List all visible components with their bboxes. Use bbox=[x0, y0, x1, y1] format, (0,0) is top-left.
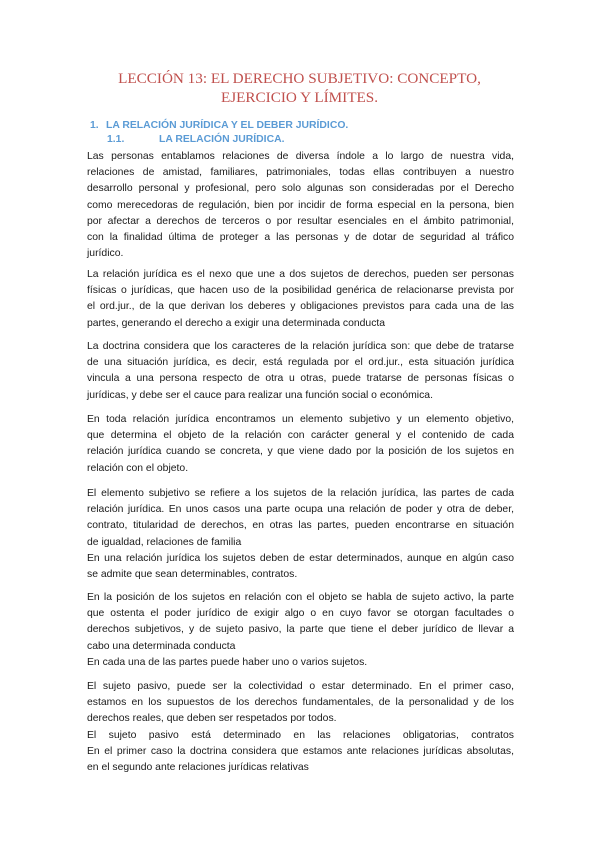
text-line: con la finalidad última de proteger a las personas y de dotar de seguridad al tráfico bbox=[87, 232, 514, 244]
page-title bbox=[40, 70, 559, 107]
subsection-heading-text: LA RELACIÓN JURÍDICA. bbox=[159, 134, 285, 145]
text-line: jurídicas, y debe ser el cauce para realizar una función social o económica. bbox=[87, 389, 433, 401]
text-line: La relación jurídica es el nexo que une a dos sujetos de derechos, pueden ser personas bbox=[87, 269, 514, 280]
paragraph bbox=[87, 267, 514, 332]
section-heading bbox=[90, 119, 348, 133]
text-line: que ostenta el poder jurídico de exigir algo o en cuyo favor se otorgan facultades o bbox=[87, 608, 514, 620]
text-line: contrato, titularidad de derechos, en otras las partes, pueden encontrarse en situación bbox=[87, 520, 514, 532]
text-line: en el segundo ante relaciones jurídicas relativas bbox=[87, 762, 309, 774]
title-line-1: LECCIÓN 13: EL DERECHO SUBJETIVO: CONCEPTO, bbox=[118, 70, 481, 87]
text-line: jurídico. bbox=[87, 248, 124, 260]
paragraph bbox=[87, 412, 514, 477]
paragraph bbox=[87, 590, 514, 671]
text-line: El sujeto pasivo está determinado en las relaciones obligatorias, contratos bbox=[87, 729, 514, 741]
text-line: El elemento subjetivo se refiere a los sujetos de la relación jurídica, las partes de cada bbox=[87, 488, 514, 499]
text-line: relaciones de amistad, familiares, patrimoniales, todas ellas contribuyen a nuestro bbox=[87, 167, 514, 179]
text-line: de una situación jurídica, es decir, está regulada por el ord.jur., esta situación jurídica bbox=[87, 357, 514, 369]
text-line: el ord.jur., de la que derivan los deberes y obligaciones previstos para cada una de las bbox=[87, 301, 514, 313]
text-line: En cada una de las partes puede haber uno o varios sujetos. bbox=[87, 656, 368, 668]
title-line-2: EJERCICIO Y LÍMITES. bbox=[220, 88, 379, 106]
text-line: que determina el objeto de la relación con carácter general y el contenido de cada bbox=[87, 430, 514, 442]
text-line: partes, generando el derecho a exigir una determinada conducta bbox=[87, 317, 386, 329]
text-line: relación con el objeto. bbox=[87, 462, 189, 474]
text-line: derechos subjetivos, y de sujeto pasivo, la parte que tiene el deber jurídico de llevar a bbox=[87, 624, 514, 636]
text-line: por afectar a derechos de terceros o por resultar esenciales en el ámbito patrimonial, bbox=[87, 215, 514, 227]
text-line: cabo una determinada conducta bbox=[87, 640, 236, 652]
text-line: físicas o jurídicas, que hacen uso de la posibilidad genérica de relacionarse prevista por bbox=[87, 285, 514, 297]
subsection-heading bbox=[107, 133, 284, 147]
paragraph bbox=[87, 486, 514, 583]
text-line: Las personas entablamos relaciones de diversa índole a lo largo de nuestra vida, bbox=[87, 151, 514, 162]
text-line: En una relación jurídica los sujetos deben de estar determinados, aunque en algún caso bbox=[87, 552, 514, 564]
paragraph bbox=[87, 679, 514, 776]
subsection-number: 1.1. bbox=[107, 134, 125, 145]
paragraph bbox=[87, 149, 514, 262]
section-number: 1. bbox=[90, 120, 99, 131]
text-line: estamos en los supuestos de los derechos fundamentales, de la personalidad y de los bbox=[87, 697, 514, 709]
text-line: relación jurídica cuando se concreta, y que viene dado por la posición de los sujetos en bbox=[87, 446, 514, 458]
text-line: como merecedoras de regulación, bien por incidir de forma especial en la persona, bien bbox=[87, 199, 514, 211]
text-line: relación jurídica. En unos casos una parte ocupa una relación de poder y otra de deber, bbox=[87, 504, 514, 516]
text-line: se admite que sean determinables, contratos. bbox=[87, 569, 298, 581]
text-line: En el primer caso la doctrina considera que estamos ante relaciones jurídicas absolutas, bbox=[87, 745, 514, 757]
text-line: vincula a una persona respecto de otra u otras, puede tratarse de personas físicas o bbox=[87, 373, 514, 385]
section-heading-text: LA RELACIÓN JURÍDICA Y EL DEBER JURÍDICO. bbox=[106, 120, 349, 131]
text-line: El sujeto pasivo, puede ser la colectividad o estar determinado. En el primer caso, bbox=[87, 681, 514, 692]
text-line: desarrollo personal y profesional, pero solo algunas son consideradas por el Derecho bbox=[87, 183, 514, 195]
text-line: derechos reales, que deben ser respetados por todos. bbox=[87, 713, 337, 725]
text-line: En la posición de los sujetos en relación con el objeto se habla de sujeto activo, la parte bbox=[87, 592, 514, 603]
text-line: La doctrina considera que los caracteres de la relación jurídica son: que debe de tratarse bbox=[87, 341, 514, 352]
paragraph bbox=[87, 339, 514, 404]
text-line: En toda relación jurídica encontramos un elemento subjetivo y un elemento objetivo, bbox=[87, 414, 514, 425]
text-line: de igualdad, relaciones de familia bbox=[87, 536, 242, 548]
